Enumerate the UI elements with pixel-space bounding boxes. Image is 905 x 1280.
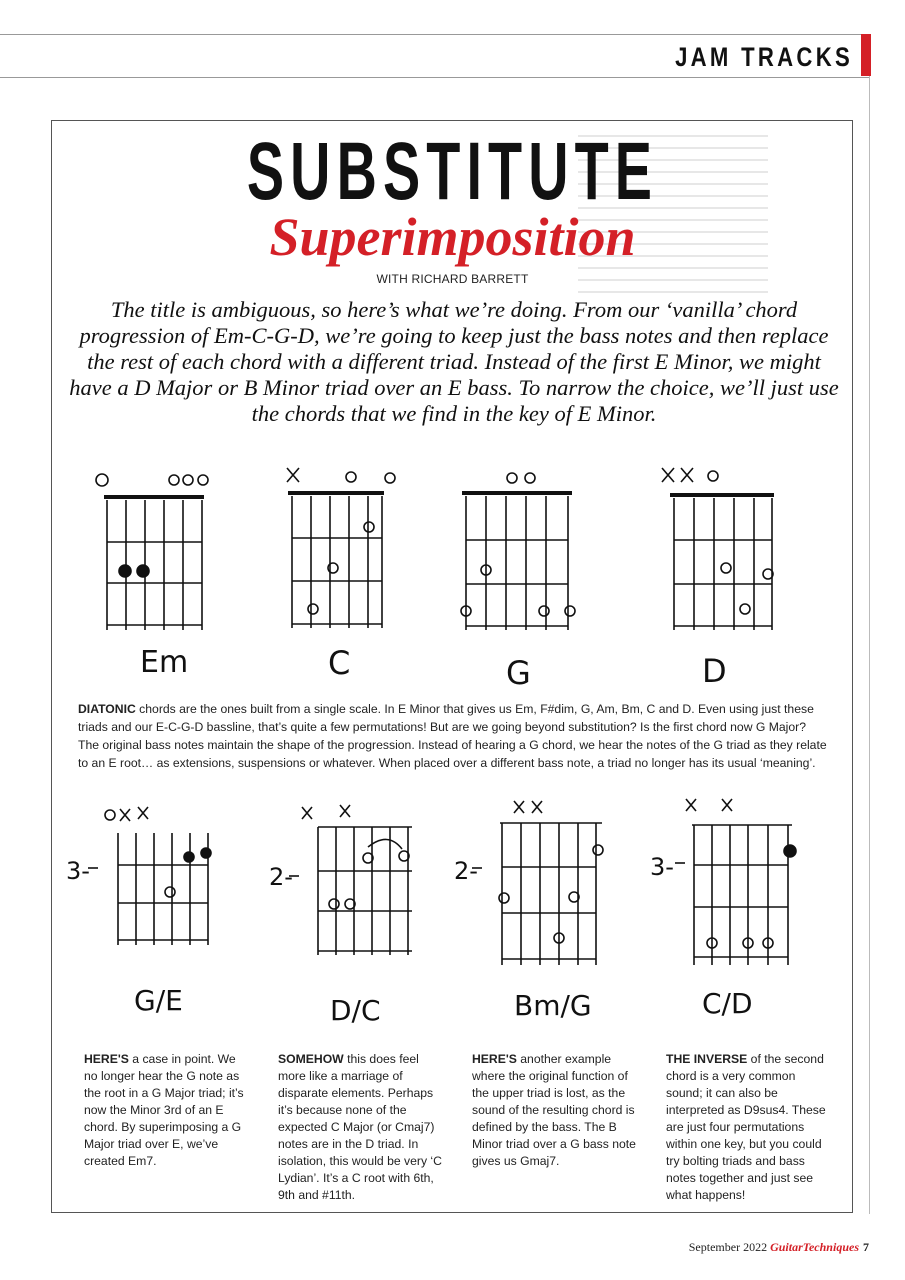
chord-label-c: C (328, 644, 351, 682)
chord-diagram-g-over-e (88, 807, 211, 945)
top-rule (0, 34, 870, 35)
column-d-over-c (278, 1051, 446, 1204)
article-subtitle: Superimposition (269, 207, 636, 267)
diatonic-paragraph (78, 700, 830, 772)
column-c-over-d (666, 1051, 834, 1204)
diatonic-text: chords are the ones built from a single scale. In E Minor that gives us Em, F#dim, G, Am, Bm, C and D. Even using just these triads and our E-C-G-D bassline, that’s quite a few permutations! But are we going beyond substitution? Is the first chord now G Major? The original bass notes maintain the shape of the progression. Instead of hearing a G chord, we hear the notes of the G triad as they relate to an E root… as extensions, suspensions or whatever. When placed over a different bass note, a triad no longer has its usual ‘meaning’. (78, 702, 827, 770)
intro-paragraph: The title is ambiguous, so here’s what we’re doing. From our ‘vanilla’ chord progression of Em-C-G-D, we’re going to keep just the bass notes and then replace the rest of each chord with a different triad. Instead of the first E Minor, we might have a D Major or B Minor triad over an E bass. To narrow the choice, we’ll just use the chords that we find in the key of E Minor. (69, 297, 839, 426)
column-text: of the second chord is a very common sound; it can also be interpreted as D9sus4. These are just four permutations within one key, but you could try bolting triads and bass notes together and just see what happens! (666, 1052, 826, 1202)
footer-date: September 2022 (688, 1240, 768, 1254)
column-g-over-e (84, 1051, 252, 1170)
chord-diagram-d-over-c (289, 805, 412, 955)
column-lead: THE INVERSE (666, 1052, 748, 1066)
chord-label-c-over-d: C/D (702, 987, 753, 1020)
chord-diagram-bm-over-g (472, 801, 603, 965)
diatonic-lead: DIATONIC (78, 702, 136, 716)
column-text: this does feel more like a marriage of disparate elements. Perhaps it’s because none of the expected C Major (or Cmaj7) notes are in the D triad. In isolation, this would be very ‘C Lydian’. It’s a C root with 6th, 9th and #11th. (278, 1052, 442, 1202)
column-text: a case in point. We no longer hear the G note as the root in a G Major triad; it’s now the Minor 3rd of an E chord. By superimposing a G Major triad over E, we’ve created Em7. (84, 1052, 244, 1168)
fret-label-g-over-e: 3- (66, 857, 90, 885)
section-tag: JAM TRACKS (675, 42, 853, 72)
footer-brand: GuitarTechniques (770, 1240, 859, 1254)
article-title: SUBSTITUTE (246, 126, 659, 217)
chord-label-g-over-e: G/E (134, 984, 183, 1017)
chord-diagram-em (96, 474, 208, 630)
chord-diagram-d (662, 468, 774, 630)
chord-label-g: G (506, 654, 531, 692)
fret-label-d-over-c: 2- (269, 863, 293, 891)
header-bottom-rule (0, 77, 870, 78)
column-bm-over-g (472, 1051, 640, 1170)
page-number: 7 (863, 1240, 869, 1254)
fret-label-bm-over-g: 2- (454, 857, 478, 885)
chord-diagram-c (287, 468, 395, 628)
chord-diagrams-row-1 (62, 460, 842, 692)
byline: WITH RICHARD BARRETT (376, 272, 529, 286)
column-text: another example where the original function of the upper triad is lost, as the sound of the resulting chord is defined by the bass. The B Minor triad over a G bass note gives us Gmaj7. (472, 1052, 636, 1168)
page-footer (689, 1240, 869, 1255)
column-lead: HERE'S (472, 1052, 517, 1066)
chord-label-d: D (702, 652, 727, 690)
fret-label-c-over-d: 3- (650, 853, 674, 881)
chord-diagrams-row-2 (62, 795, 842, 1040)
chord-diagram-c-over-d (675, 799, 796, 965)
chord-diagram-g (461, 473, 575, 630)
chord-label-d-over-c: D/C (330, 994, 381, 1027)
chord-label-em: Em (140, 645, 189, 680)
column-lead: SOMEHOW (278, 1052, 344, 1066)
chord-label-bm-over-g: Bm/G (514, 989, 592, 1022)
column-lead: HERE'S (84, 1052, 129, 1066)
section-color-bar (861, 34, 871, 76)
